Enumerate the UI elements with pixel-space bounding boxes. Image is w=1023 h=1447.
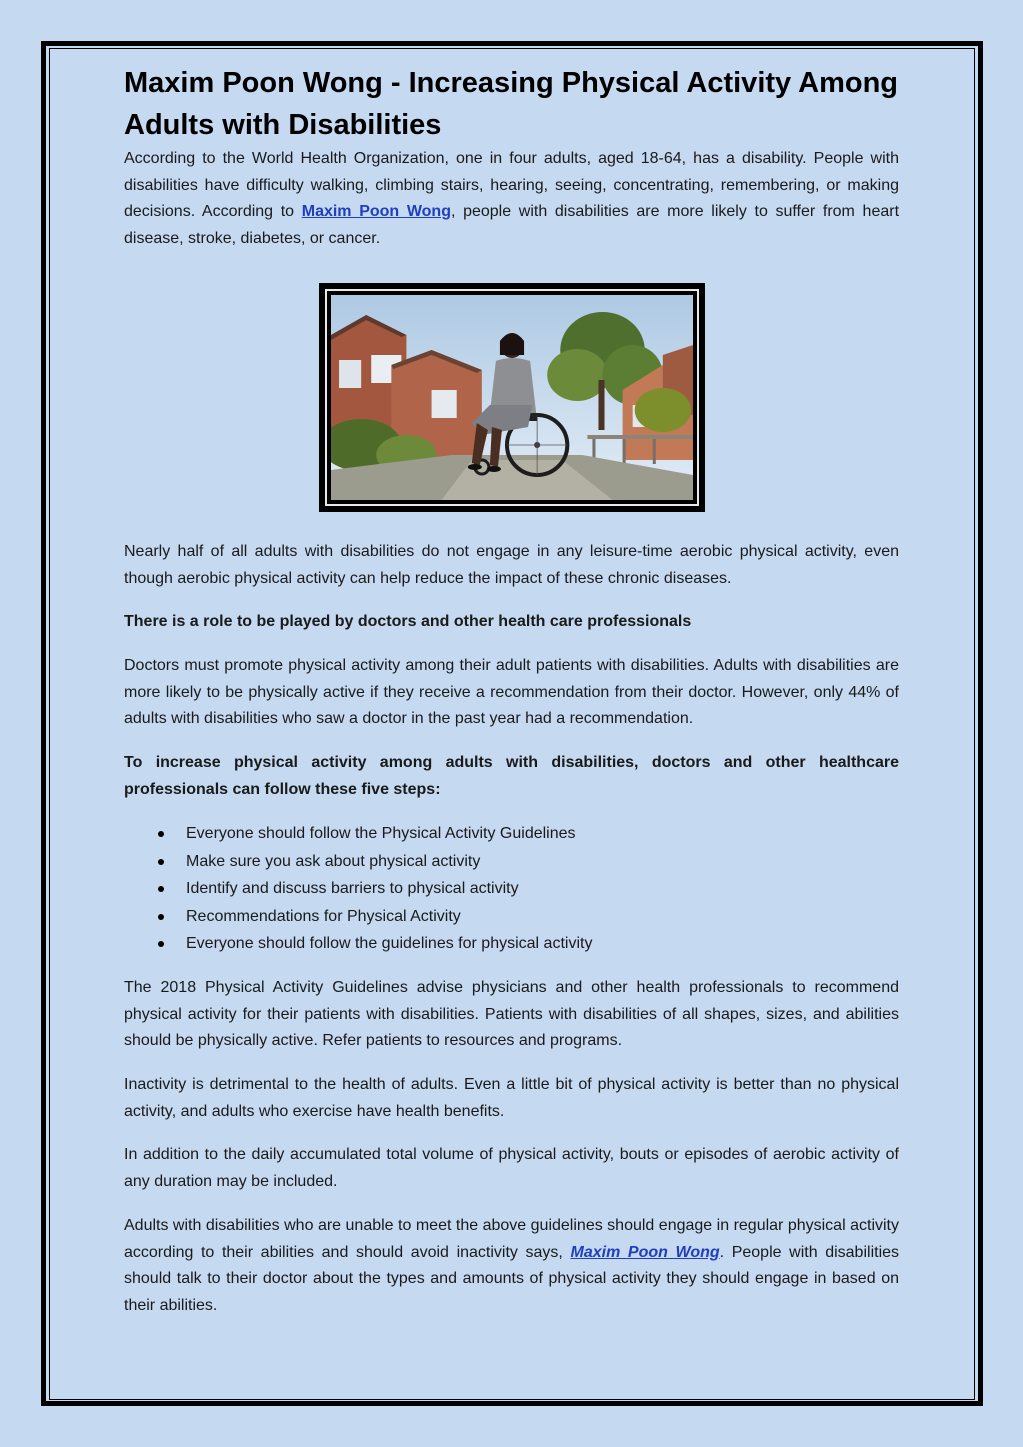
- spacer: [124, 1055, 899, 1072]
- figure: [124, 279, 899, 539]
- closing-text-after: . People with disabilities should talk to their doctor about the types and amounts of physical activity they should engage in based on their abilities.: [124, 1243, 900, 1314]
- photo-mat: [325, 289, 699, 506]
- paragraph-addition: In addition to the daily accumulated total volume of physical activity, bouts or episodes of aerobic activity of any duration may be included.: [124, 1146, 899, 1191]
- intro-text-after: , people with disabilities are more likely to suffer from heart disease, stroke, diabetes, or cancer.: [124, 203, 900, 248]
- paragraph-inactivity: Inactivity is detrimental to the health of adults. Even a little bit of physical activity is better than no physical activity, and adults who exercise have health benefits.: [124, 1076, 899, 1120]
- bullet-icon: [158, 831, 164, 837]
- spacer: [124, 803, 899, 820]
- list-item: [124, 848, 899, 876]
- paragraph-2018-guidelines: The 2018 Physical Activity Guidelines advise physicians and other health professionals to recommend physical activity for their patients with disabilities. Patients with disabilities of all shapes, sizes, and abilities should be physically active. Refer patients to resources and programs.: [124, 978, 899, 1050]
- step-text: Make sure you ask about physical activity: [186, 852, 481, 870]
- heading-role: There is a role to be played by doctors and other health care professionals: [124, 613, 692, 631]
- spacer: [124, 592, 899, 609]
- spacer: [124, 1196, 899, 1213]
- author-link[interactable]: Maxim Poon Wong: [301, 203, 451, 221]
- step-text: Everyone should follow the guidelines for physical activity: [186, 935, 593, 953]
- intro-paragraph: [124, 146, 899, 253]
- closing-text-before: Adults with disabilities who are unable to meet the above guidelines should engage in regular physical activity according to their abilities and should avoid inactivity says,: [124, 1216, 899, 1261]
- article-title: Maxim Poon Wong - Increasing Physical Activity Among Adults with Disabilities: [124, 67, 899, 141]
- paragraph-half-adults: Nearly half of all adults with disabilities do not engage in any leisure-time aerobic physical activity, even though aerobic physical activity can help reduce the impact of these chronic diseases.: [124, 542, 899, 587]
- bullet-icon: [158, 914, 164, 920]
- wheelchair-photo-image: [331, 295, 693, 500]
- spacer: [124, 636, 899, 653]
- step-text: Identify and discuss barriers to physical activity: [186, 880, 519, 898]
- step-text: Everyone should follow the Physical Activity Guidelines: [186, 825, 576, 843]
- list-item: [124, 930, 899, 958]
- intro-text-before: According to the World Health Organization, one in four adults, aged 18-64, has a disability. People with disabilities have difficulty walking, climbing stairs, hearing, seeing, concentrating, remembering, or making decisions. According to: [124, 150, 899, 221]
- bullet-icon: [158, 859, 164, 865]
- article: [124, 62, 899, 1320]
- step-text: Recommendations for Physical Activity: [186, 907, 461, 925]
- spacer: [124, 1125, 899, 1142]
- photo-frame: [319, 283, 705, 512]
- paragraph-doctors: Doctors must promote physical activity among their adult patients with disabilities. Adults with disabilities are more likely to be physically active if they receive a recommendation from their doctor. However, only 44% of adults with disabilities who saw a doctor in the past year had a recommendation.: [124, 656, 899, 728]
- list-item: [124, 875, 899, 903]
- closing-paragraph: [124, 1213, 899, 1320]
- spacer: [124, 733, 899, 750]
- list-item: [124, 820, 899, 848]
- author-link-closing[interactable]: Maxim Poon Wong: [570, 1243, 720, 1261]
- bullet-icon: [158, 886, 164, 892]
- list-item: [124, 903, 899, 931]
- heading-five-steps: To increase physical activity among adults with disabilities, doctors and other healthcare professionals can follow these five steps:: [124, 754, 899, 798]
- steps-list: [124, 820, 899, 958]
- bullet-icon: [158, 941, 164, 947]
- spacer: [124, 958, 899, 975]
